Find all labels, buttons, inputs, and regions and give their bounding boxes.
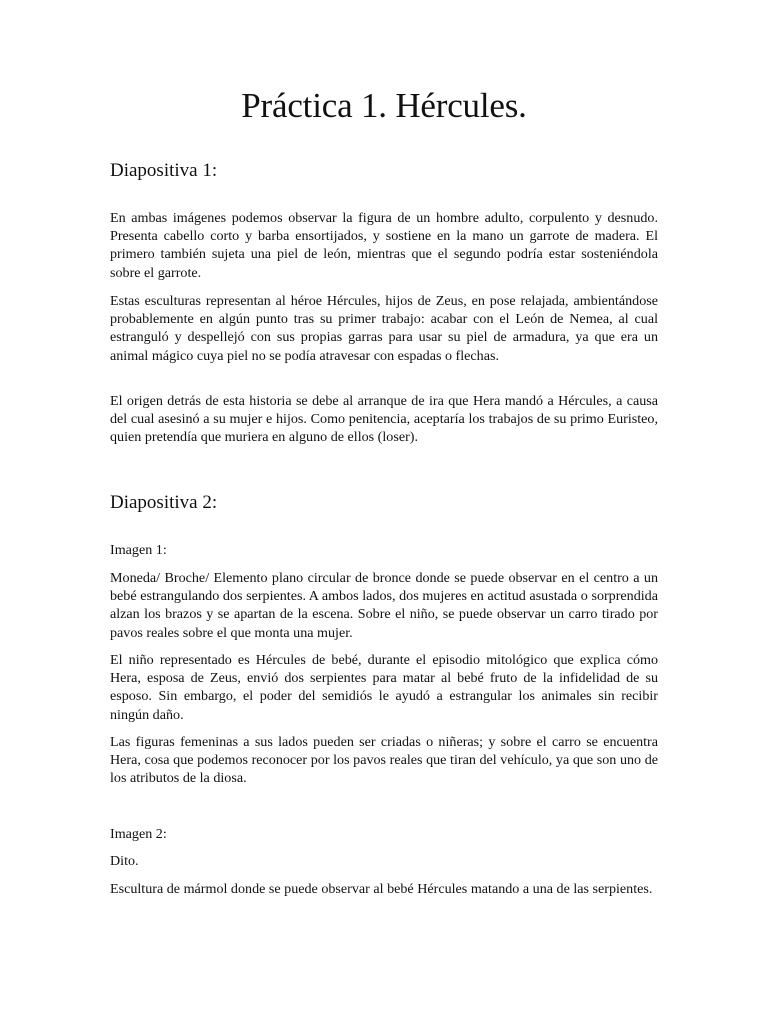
paragraph: Moneda/ Broche/ Elemento plano circular de bronce donde se puede observar en el centro a un bebé estrangulando dos serpientes. A ambos lados, dos mujeres en actitud asustada o sorprendida alzan los brazos y se apartan de la escena. Sobre el niño, se puede observar un carro tirado por pavos reales sobre el que monta una mujer. — [110, 570, 658, 641]
paragraph: Estas esculturas representan al héroe Hércules, hijos de Zeus, en pose relajada, ambientándose probablemente en algún punto tras su primer trabajo: acabar con el León de Nemea, al cual estranguló y despellejó con sus propias garras para usar su piel de armadura, ya que era un animal mágico cuya piel no se podía atravesar con espadas o flechas. — [110, 293, 658, 364]
image-label-1: Imagen 1: — [110, 542, 167, 558]
section-heading-diapositiva-2: Diapositiva 2: — [110, 492, 218, 513]
paragraph: En ambas imágenes podemos observar la figura de un hombre adulto, corpulento y desnudo. Presenta cabello corto y barba ensortijados, y sostiene en la mano un garrote de madera. El primero también sujeta una piel de león, mientras que el segundo podría estar sosteniéndola sobre el garrote. — [110, 210, 658, 281]
paragraph: Las figuras femeninas a sus lados pueden ser criadas o niñeras; y sobre el carro se encuentra Hera, cosa que podemos reconocer por los pavos reales que tiran del vehículo, ya que son uno de los atributos de la diosa. — [110, 734, 658, 787]
image-label-2: Imagen 2: — [110, 826, 167, 842]
paragraph: El niño representado es Hércules de bebé, durante el episodio mitológico que explica cómo Hera, esposa de Zeus, envió dos serpientes para matar al bebé fruto de la infidelidad de su esposo. Sin embargo, el poder del semidiós le ayudó a estrangular los animales sin recibir ningún daño. — [110, 652, 658, 723]
section-heading-diapositiva-1: Diapositiva 1: — [110, 160, 218, 181]
document-title: Práctica 1. Hércules. — [241, 86, 527, 125]
paragraph: El origen detrás de esta historia se debe al arranque de ira que Hera mandó a Hércules, a causa del cual asesinó a su mujer e hijos. Como penitencia, aceptaría los trabajos de su primo Euristeo, quien pretendía que muriera en alguno de ellos (loser). — [110, 393, 658, 446]
paragraph: Dito. — [110, 853, 139, 869]
paragraph: Escultura de mármol donde se puede observar al bebé Hércules matando a una de las serpientes. — [110, 881, 653, 897]
